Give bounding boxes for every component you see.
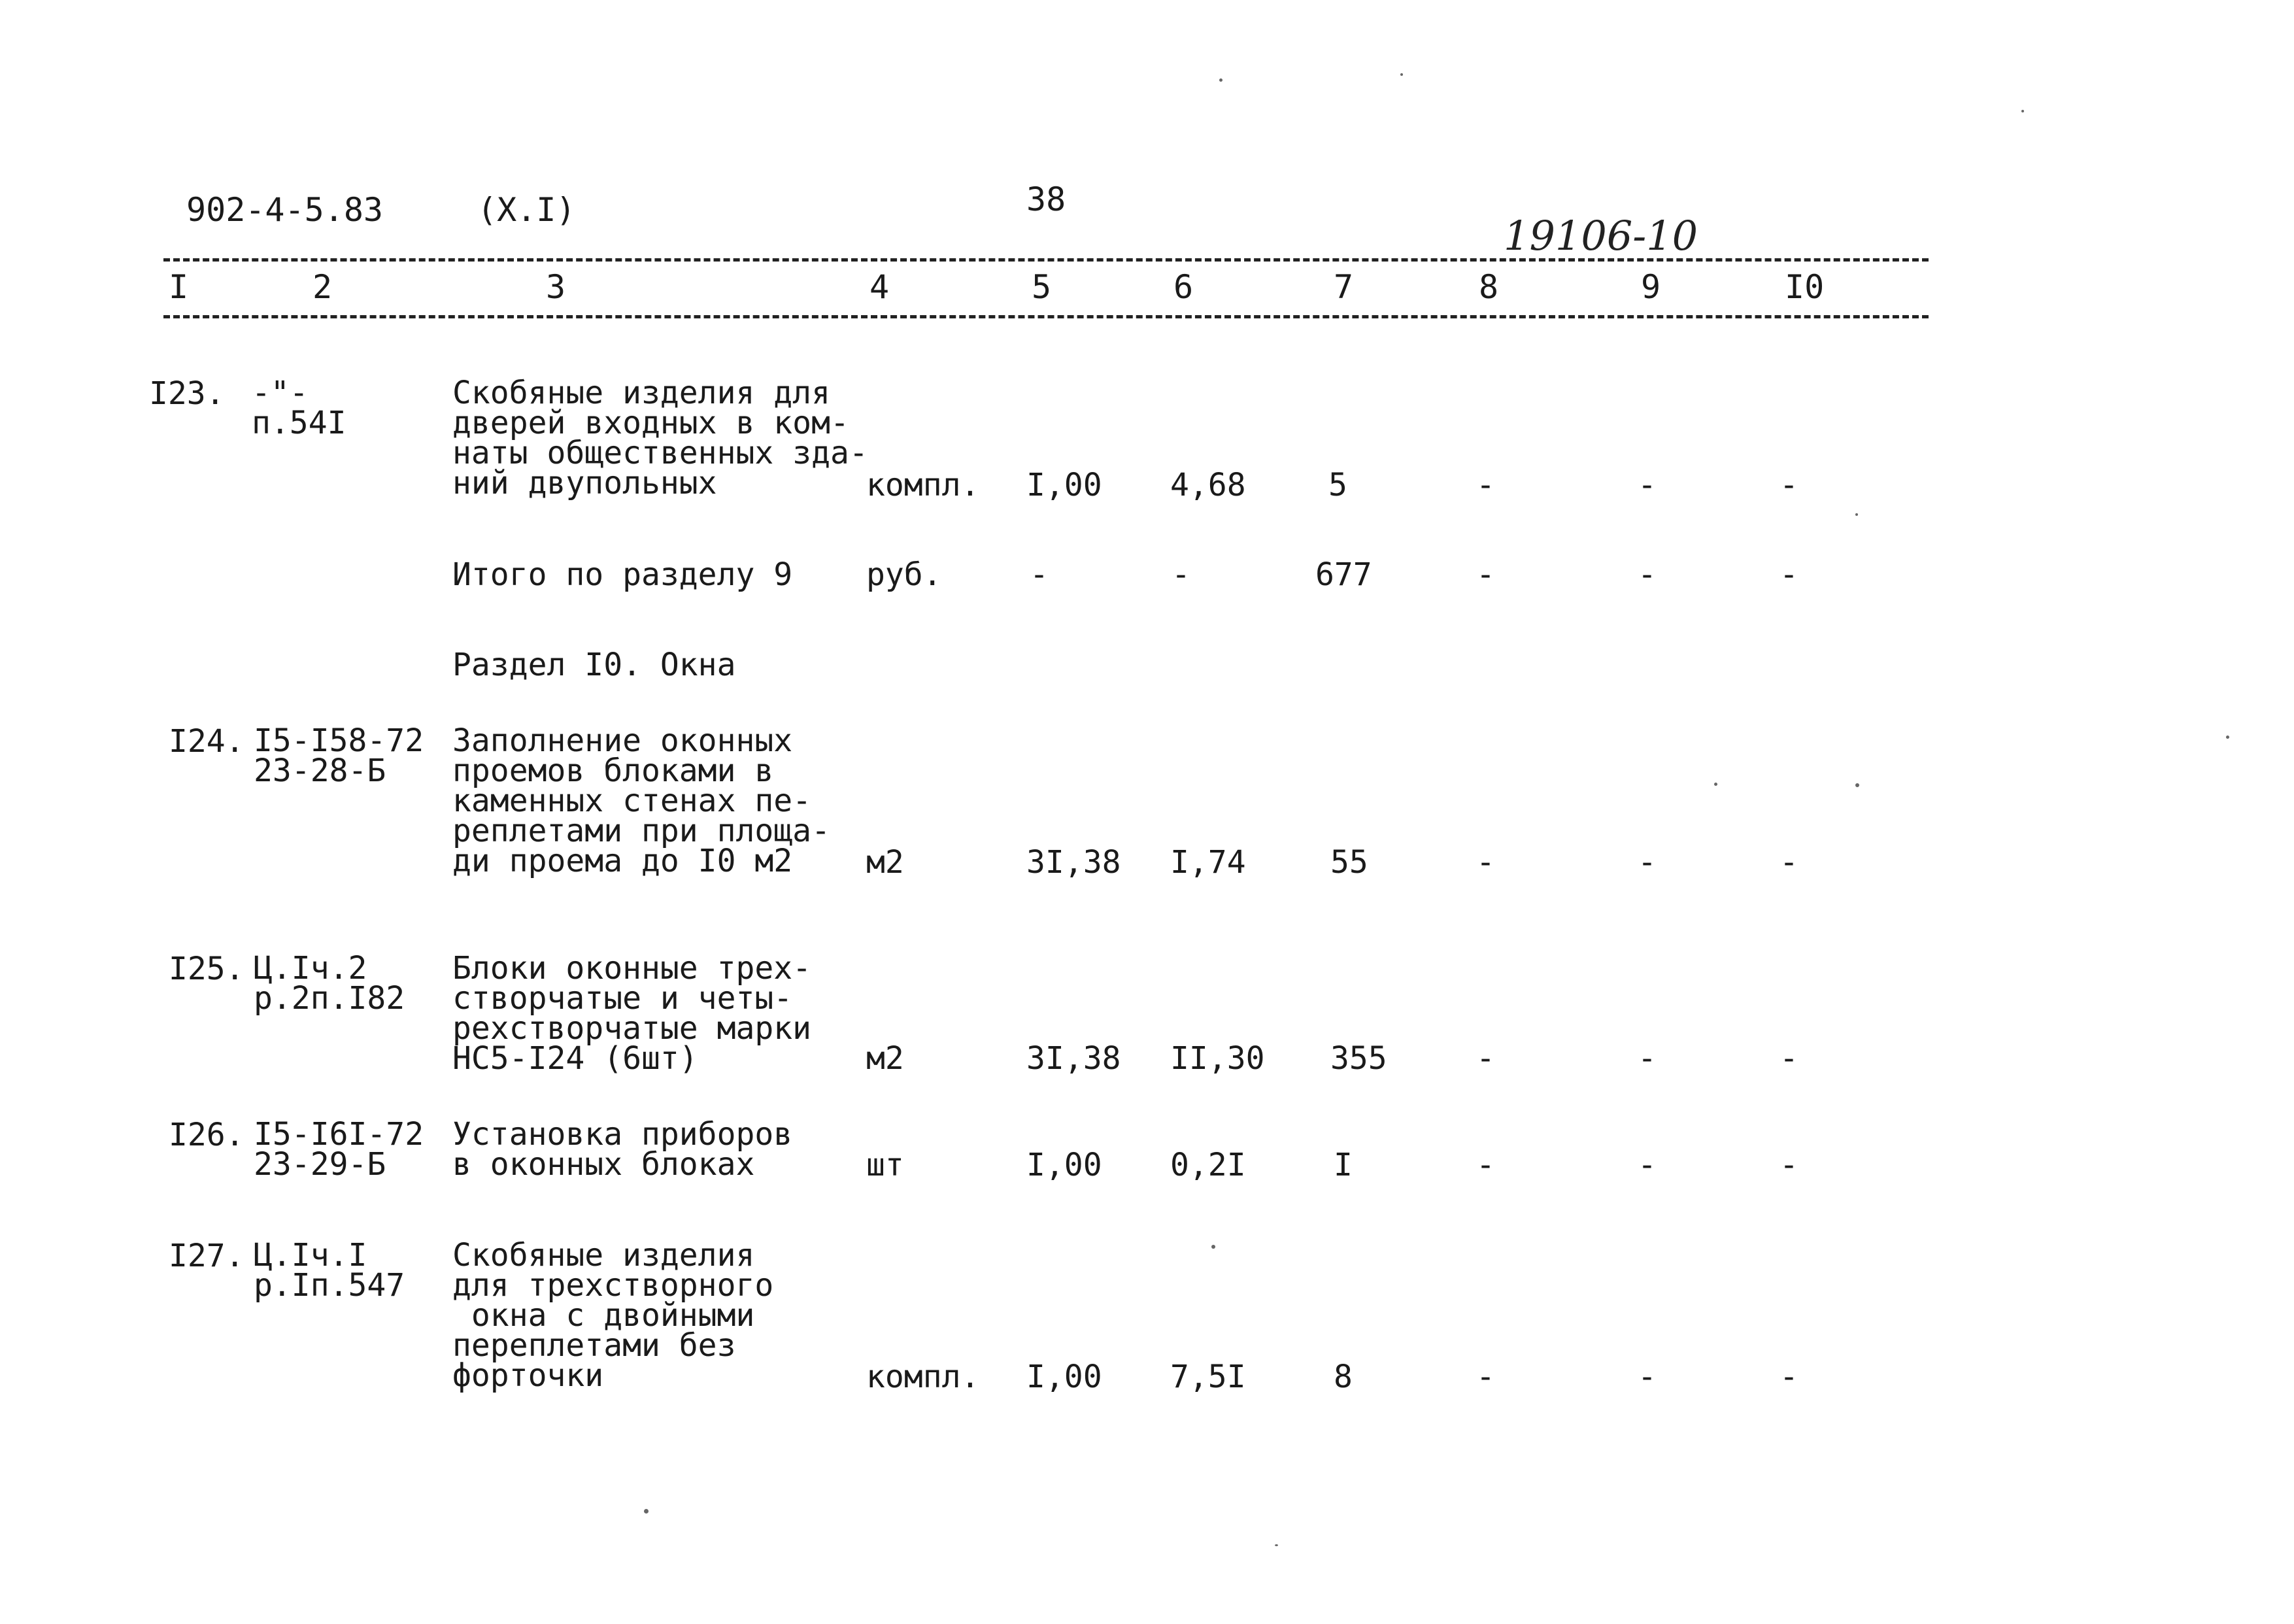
row-unit: компл. (866, 467, 980, 503)
row-unit-price: II,30 (1170, 1040, 1265, 1077)
row-total: 5 (1328, 467, 1347, 503)
row-reference: Ц.Iч.2 р.2п.I82 (254, 950, 405, 1017)
row-number: I25. (169, 951, 245, 987)
row-total: 8 (1334, 1359, 1353, 1395)
column-header: 8 (1479, 268, 1499, 306)
row-col9: - (1638, 556, 1657, 593)
column-header: 7 (1334, 268, 1354, 306)
row-total: I (1334, 1147, 1353, 1183)
row-col9: - (1638, 1147, 1657, 1183)
row-col8: - (1476, 556, 1495, 593)
row-unit: компл. (866, 1359, 980, 1395)
row-quantity: 3I,38 (1026, 844, 1121, 881)
row-number: I23. (149, 375, 225, 412)
column-header: 5 (1032, 268, 1052, 306)
row-col10: - (1780, 1147, 1798, 1183)
page-number: 38 (1026, 180, 1066, 218)
row-unit-price: 0,2I (1170, 1147, 1246, 1183)
document-code: 902-4-5.83 (186, 191, 384, 229)
row-unit: шт (866, 1147, 904, 1183)
column-header: 6 (1173, 268, 1194, 306)
row-col8: - (1476, 844, 1495, 881)
row-col10: - (1780, 1359, 1798, 1395)
row-unit-price: - (1172, 556, 1190, 593)
row-col9: - (1638, 844, 1657, 881)
row-col8: - (1476, 1359, 1495, 1395)
row-reference: -"- п.54I (252, 375, 346, 441)
row-reference: I5-I58-72 23-28-Б (254, 722, 424, 789)
row-reference: Ц.Iч.I р.Iп.547 (254, 1237, 405, 1304)
column-header: 2 (312, 268, 333, 306)
row-quantity: I,00 (1026, 1147, 1102, 1183)
row-unit-price: 4,68 (1170, 467, 1246, 503)
row-col8: - (1476, 1040, 1495, 1077)
section-heading: Раздел I0. Окна (452, 647, 736, 683)
column-header: I0 (1785, 268, 1825, 306)
row-unit-price: I,74 (1170, 844, 1246, 881)
row-quantity: I,00 (1026, 1359, 1102, 1395)
column-header: 4 (869, 268, 890, 306)
row-number: I26. (169, 1117, 245, 1153)
document-variant: (X.I) (477, 191, 576, 229)
row-total: 677 (1315, 556, 1372, 593)
row-col10: - (1780, 1040, 1798, 1077)
row-col10: - (1780, 556, 1798, 593)
row-description: Скобяные изделия для трехстворного окна с двойными переплетами без форточки (452, 1237, 774, 1394)
header-rule-bottom (163, 315, 1929, 318)
column-header: I (169, 268, 189, 306)
row-number: I27. (169, 1238, 245, 1274)
row-total: 55 (1330, 844, 1368, 881)
row-col9: - (1638, 1359, 1657, 1395)
row-unit-price: 7,5I (1170, 1359, 1246, 1395)
row-unit: м2 (866, 844, 904, 881)
row-description: Блоки оконные трех- створчатые и четы- рехстворчатые марки НС5-I24 (6шт) (452, 950, 812, 1077)
row-col10: - (1780, 844, 1798, 881)
row-col8: - (1476, 467, 1495, 503)
row-description: Заполнение оконных проемов блоками в каменных стенах пе- реплетами при площа- ди проема до I0 м2 (452, 722, 830, 879)
row-description: Скобяные изделия для дверей входных в ком- наты общественных зда- ний двупольных (452, 375, 868, 501)
column-header: 3 (546, 268, 566, 306)
row-quantity: I,00 (1026, 467, 1102, 503)
row-col8: - (1476, 1147, 1495, 1183)
row-description: Итого по разделу 9 (452, 556, 793, 593)
handwritten-reference: 19106-10 (1504, 212, 1698, 260)
row-col10: - (1780, 467, 1798, 503)
row-col9: - (1638, 1040, 1657, 1077)
row-unit: руб. (866, 556, 942, 593)
header-rule-top (163, 258, 1929, 262)
column-header: 9 (1641, 268, 1661, 306)
row-quantity: - (1030, 556, 1049, 593)
row-quantity: 3I,38 (1026, 1040, 1121, 1077)
row-unit: м2 (866, 1040, 904, 1077)
row-total: 355 (1330, 1040, 1387, 1077)
row-description: Установка приборов в оконных блоках (452, 1116, 793, 1183)
row-reference: I5-I6I-72 23-29-Б (254, 1116, 424, 1183)
row-number: I24. (169, 723, 245, 760)
row-col9: - (1638, 467, 1657, 503)
